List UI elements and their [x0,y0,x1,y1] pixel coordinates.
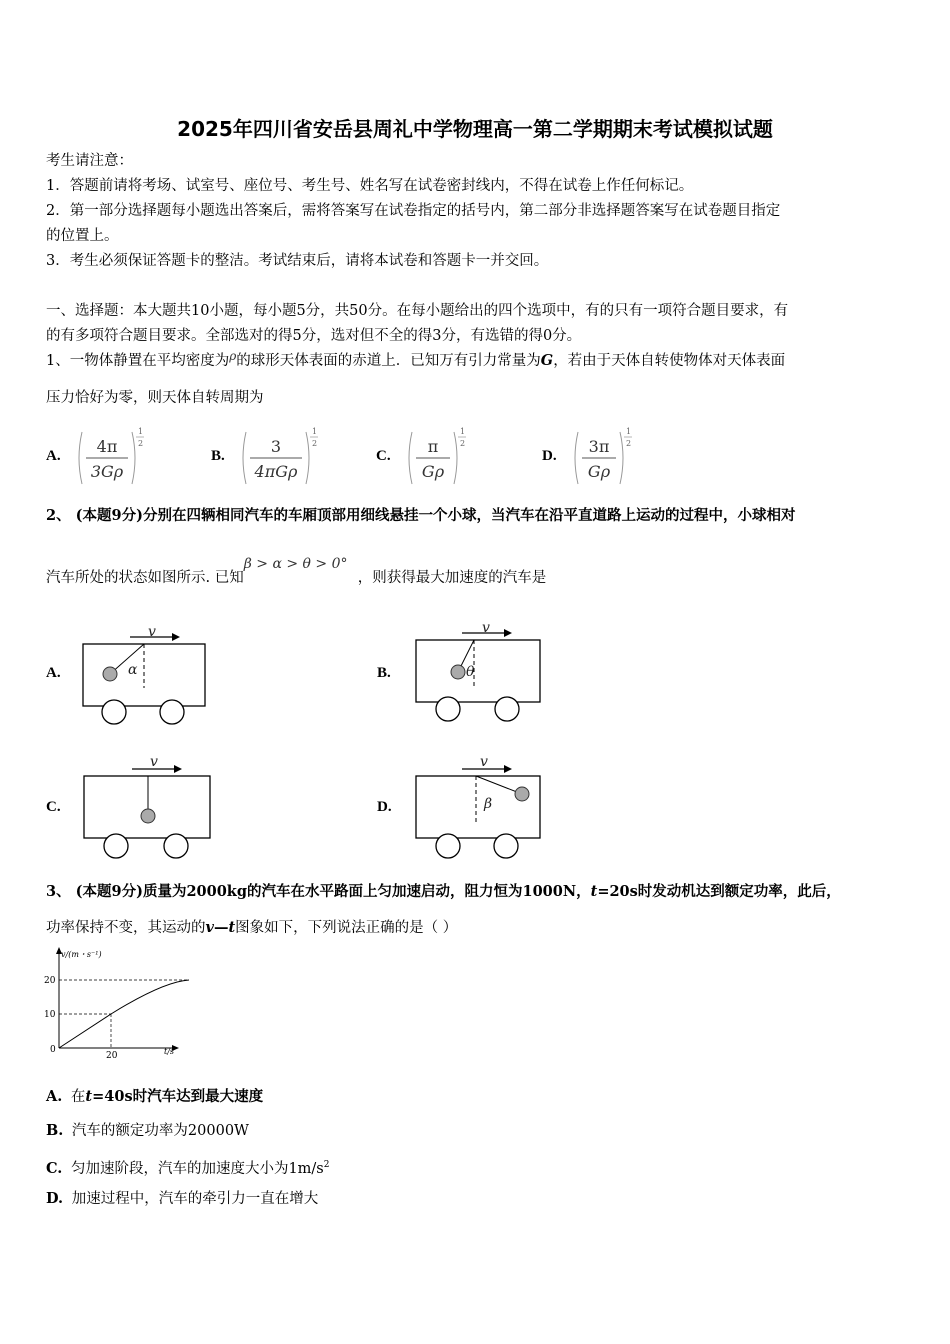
q2-d-car-body [416,776,540,838]
q1-d-exp-den: 2 [626,439,632,448]
q3-option-b-label: B. [46,1122,64,1139]
q3-plot-area [44,976,189,1058]
q2-option-b-label[interactable]: B. [377,665,391,681]
q3-option-c-sup: 2 [323,1160,330,1170]
q1-option-c-label[interactable]: C. [376,448,391,464]
q1-option-b-formula[interactable] [238,422,322,486]
q3-option-a[interactable] [46,1087,263,1107]
q1-d-exp: 1 [626,427,632,436]
q1-text-a: 1、一物体静置在平均密度为 [46,353,230,369]
section-intro-line1: 一、选择题：本大题共10小题，每小题5分，共50分。在每小题给出的四个选项中，有的只有一项符合题目要求，有 [46,303,789,319]
q2-stem-line2 [46,556,547,588]
q2-c-wheel-right [164,834,188,858]
q1-c-num: π [427,437,439,456]
q3-option-d[interactable] [46,1189,318,1209]
q3-curve [59,980,189,1048]
q2-a-velocity-label: v [148,624,156,640]
q1-stem-line1 [46,351,785,371]
q2-text-a: 汽车所处的状态如图所示. 已知 [46,570,244,586]
q1-stem-line2: 压力恰好为零，则天体自转周期为 [46,390,264,406]
q3-option-c[interactable] [46,1155,330,1179]
q2-stem-line1: 2、 (本题9分)分别在四辆相同汽车的车厢顶部用细线悬挂一个小球，当汽车在沿平直道路上运动的过程中，小球相对 [46,507,796,524]
q1-c-den: Gρ [421,462,445,481]
q1-c-exp: 1 [460,427,466,436]
q3-stem-line1 [46,882,841,902]
q2-d-wheel-right [494,834,518,858]
q3-text-c: =20s时发动机达到额定功率，此后， [597,883,841,900]
notice-heading: 考生请注意： [46,153,133,169]
q1-b-exp-den: 2 [312,439,318,448]
q1-option-c-formula[interactable] [404,422,474,486]
q3-option-c-label: C. [46,1159,63,1177]
notice-item-2: 2．第一部分选择题每小题选出答案后，需将答案写在试卷指定的括号内，第二部分非选择题答案写在试卷题目指定 [46,203,781,219]
q3-y-tick: 10 [44,1010,56,1020]
q3-option-a-text1: 在 [70,1089,86,1105]
q1-option-b-label[interactable]: B. [211,448,225,464]
q2-option-a-label[interactable]: A. [46,665,61,681]
q3-y-tick: 20 [44,976,56,986]
q3-option-d-label: D. [46,1190,64,1207]
q1-option-d-formula[interactable] [570,422,640,486]
q2-option-d-figure[interactable] [410,752,550,862]
q1-b-den: 4πGρ [254,462,298,481]
q2-d-wheel-left [436,834,460,858]
q2-c-wheel-left [104,834,128,858]
q1-c-exp-den: 2 [460,439,466,448]
notice-item-1: 1．答题前请将考场、试室号、座位号、考生号、姓名写在试卷密封线内，不得在试卷上作任何标记。 [46,178,694,194]
q2-b-wheel-right [495,697,519,721]
q2-b-car-body [416,640,540,702]
q2-b-velocity-label: v [482,620,490,636]
q1-text-c: ，若由于天体自转使物体对天体表面 [553,353,786,369]
q2-d-ball [515,787,529,801]
q1-a-exp: 1 [138,427,144,436]
q2-text-b: ，则获得最大加速度的汽车是 [357,570,547,586]
q3-option-a-text2: =40s时汽车达到最大速度 [92,1088,264,1105]
q3-text-a: 3、 (本题9分)质量为2000kg的汽车在水平路面上匀加速启动，阻力恒为1000N， [46,883,591,900]
q3-text-e: 图象如下，下列说法正确的是（ ） [235,920,458,936]
q3-dash: — [213,919,229,936]
q1-option-a-formula[interactable] [74,422,154,486]
q2-c-ball [141,809,155,823]
q1-text-b: 的球形天体表面的赤道上．已知万有引力常量为 [236,353,541,369]
q1-option-d-label[interactable]: D. [542,448,557,464]
q2-c-car-body [84,776,210,838]
q2-c-velocity-label: v [150,754,158,770]
q3-y-label: v/(m・s⁻¹) [61,950,102,959]
q2-b-angle: θ [466,664,475,680]
q2-b-wheel-left [436,697,460,721]
q2-option-c-figure[interactable] [78,752,218,862]
q1-b-num: 3 [270,437,282,456]
notice-item-2-cont: 的位置上。 [46,228,119,244]
q3-t-var2: t [228,919,236,936]
q2-a-angle: α [128,662,138,678]
q2-option-c-label[interactable]: C. [46,799,61,815]
q2-condition: β > α > θ > 0° [243,556,348,572]
q2-option-b-figure[interactable] [410,616,550,724]
q3-t-var: t [590,883,598,900]
q3-option-a-t: t [85,1088,93,1105]
q3-option-b[interactable] [46,1121,249,1141]
q1-rho: ρ [229,349,237,363]
q3-origin: 0 [50,1045,56,1055]
notice-item-3: 3．考生必须保证答题卡的整洁。考试结束后，请将本试卷和答题卡一并交回。 [46,253,549,269]
q1-a-den: 3Gρ [90,462,124,481]
q1-option-a-label[interactable]: A. [46,448,61,464]
q2-d-velocity-label: v [480,754,488,770]
q3-stem-line2 [46,918,457,938]
q1-a-num: 4π [96,437,118,456]
q3-vt-graph [40,946,190,1058]
q3-x-tick: 20 [106,1051,118,1058]
q2-option-a-figure[interactable] [76,622,216,726]
q3-option-a-label: A. [46,1088,63,1105]
q1-b-exp: 1 [312,427,318,436]
q3-v-var: v [205,919,214,936]
q3-text-d: 功率保持不变，其运动的 [46,920,206,936]
q1-a-exp-den: 2 [138,439,144,448]
q3-option-d-text: 加速过程中，汽车的牵引力一直在增大 [71,1191,319,1207]
q2-a-wheel-right [160,700,184,724]
q3-option-b-text: 汽车的额定功率为20000W [71,1123,249,1139]
q2-b-ball [451,665,465,679]
q2-option-d-label[interactable]: D. [377,799,392,815]
q2-d-angle: β [484,796,493,812]
q1-G: G [540,352,554,369]
q2-a-ball [103,667,117,681]
q3-option-c-text: 匀加速阶段，汽车的加速度大小为1m/s [70,1160,324,1177]
q1-d-num: 3π [588,437,610,456]
q2-a-wheel-left [102,700,126,724]
section-intro-line2: 的有多项符合题目要求。全部选对的得5分，选对但不全的得3分，有选错的得0分。 [46,328,582,344]
q1-d-den: Gρ [587,462,611,481]
page-title: 2025年四川省安岳县周礼中学物理高一第二学期期末考试模拟试题 [177,117,773,141]
q3-x-label: t/s [164,1047,175,1056]
